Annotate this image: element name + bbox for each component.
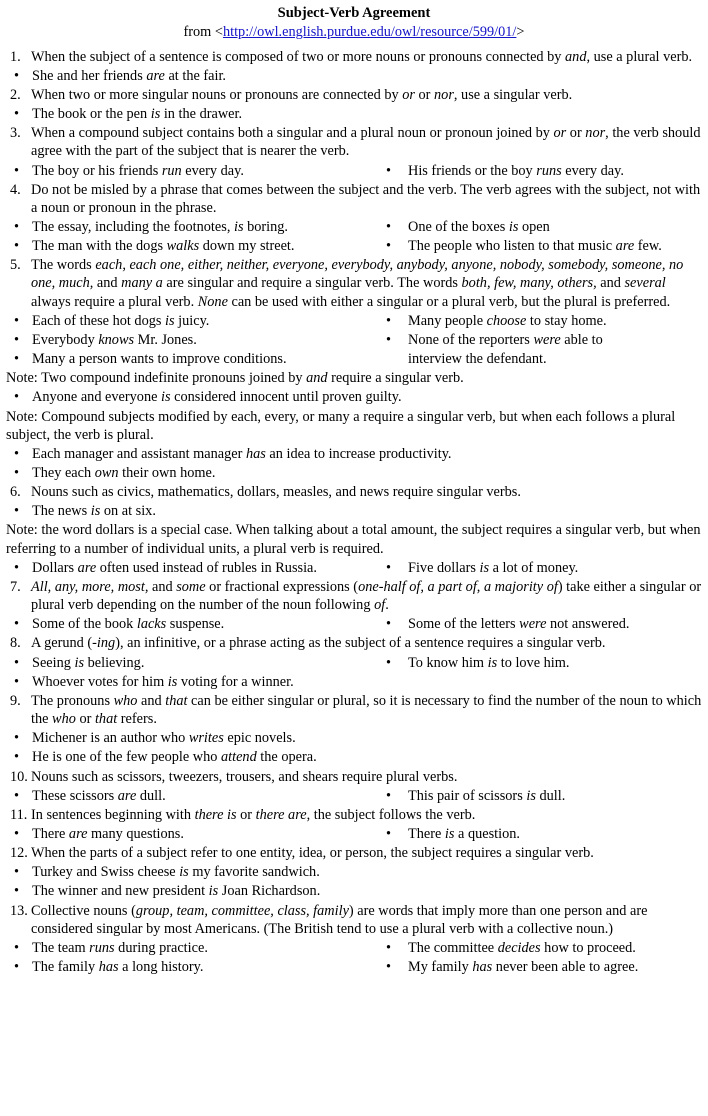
list-item-text: The family has a long history.	[32, 959, 204, 976]
item-number: 2.	[10, 86, 21, 103]
bullet-row	[6, 350, 702, 368]
bullet-row	[6, 162, 702, 180]
bullet-icon: •	[14, 503, 20, 520]
bullet-icon: •	[386, 787, 392, 804]
list-item-text: These scissors are dull.	[32, 787, 166, 804]
bullet-icon: •	[386, 331, 392, 348]
item-number: 11.	[10, 806, 28, 823]
bullet-row	[6, 502, 702, 520]
bullet-group	[6, 654, 702, 691]
list-item	[378, 615, 702, 633]
numbered-item	[6, 806, 702, 824]
list-item-text: The essay, including the footnotes, is boring.	[32, 218, 288, 235]
bullet-icon: •	[386, 959, 392, 976]
list-item-text: The committee decides how to proceed.	[408, 939, 636, 956]
list-item	[6, 654, 378, 672]
bullet-icon: •	[386, 162, 392, 179]
bullet-icon: •	[14, 939, 20, 956]
bullet-group	[6, 312, 702, 368]
bullet-group	[6, 388, 702, 406]
list-item	[6, 729, 702, 747]
bullet-row	[6, 331, 702, 349]
bullet-icon: •	[14, 238, 20, 255]
numbered-item	[6, 124, 702, 160]
bullet-icon: •	[14, 445, 20, 462]
bullet-icon: •	[386, 825, 392, 842]
list-item	[378, 237, 702, 255]
item-text: When the parts of a subject refer to one entity, idea, or person, the subject requires a singular verb.	[31, 845, 594, 862]
list-item	[6, 312, 378, 330]
bullet-row	[6, 939, 702, 957]
item-text: Nouns such as scissors, tweezers, trousers, and shears require plural verbs.	[31, 768, 458, 785]
list-item-text: Five dollars is a lot of money.	[408, 559, 579, 576]
item-number: 8.	[10, 635, 21, 652]
numbered-item	[6, 578, 702, 614]
bullet-icon: •	[14, 389, 20, 406]
bullet-group	[6, 787, 702, 805]
item-text: When the subject of a sentence is composed of two or more nouns or pronouns connected by and, use a plural verb.	[31, 48, 693, 65]
source-line	[6, 23, 702, 41]
list-item	[6, 559, 378, 577]
numbered-item	[6, 483, 702, 501]
bullet-row	[6, 237, 702, 255]
list-item	[6, 162, 378, 180]
bullet-icon: •	[386, 312, 392, 329]
list-item-text: She and her friends are at the fair.	[32, 67, 227, 84]
bullet-row	[6, 787, 702, 805]
bullet-group	[6, 825, 702, 843]
list-item	[378, 162, 702, 180]
list-item	[378, 958, 702, 976]
list-item-text: My family has never been able to agree.	[408, 959, 639, 976]
bullet-row	[6, 388, 702, 406]
numbered-item	[6, 768, 702, 786]
numbered-item	[6, 844, 702, 862]
list-item	[378, 218, 702, 236]
source-link[interactable]: http://owl.english.purdue.edu/owl/resource/599/01/	[222, 24, 517, 41]
bullet-row	[6, 882, 702, 900]
list-item	[6, 331, 378, 349]
bullet-icon: •	[14, 864, 20, 881]
bullet-icon: •	[14, 465, 20, 481]
list-item-text: This pair of scissors is dull.	[408, 787, 566, 804]
list-item-text: The winner and new president is Joan Richardson.	[32, 883, 321, 900]
bullet-row	[6, 654, 702, 672]
list-item-text: Many a person wants to improve conditions.	[32, 351, 287, 368]
item-number: 4.	[10, 181, 21, 198]
bullet-icon: •	[14, 749, 20, 766]
list-item	[378, 559, 702, 577]
item-number: 6.	[10, 484, 21, 501]
bullet-icon: •	[14, 730, 20, 747]
list-item-text: Anyone and everyone is considered innocent until proven guilty.	[32, 389, 402, 406]
list-item-text: Some of the letters were not answered.	[408, 616, 630, 633]
list-item-text: Dollars are often used instead of rubles in Russia.	[32, 559, 317, 576]
item-number: 7.	[10, 578, 21, 595]
list-item-text: They each own their own home.	[32, 465, 216, 481]
bullet-icon: •	[14, 331, 20, 348]
item-number: 9.	[10, 692, 21, 709]
list-item	[6, 388, 702, 406]
numbered-item	[6, 48, 702, 66]
bullet-group	[6, 67, 702, 85]
list-item	[378, 939, 702, 957]
list-item-text: Seeing is believing.	[32, 654, 145, 671]
bullet-icon: •	[14, 616, 20, 633]
bullet-row	[6, 67, 702, 85]
list-item	[6, 67, 702, 85]
bullet-row	[6, 673, 702, 691]
bullet-icon: •	[386, 616, 392, 633]
bullet-icon: •	[14, 67, 20, 84]
list-item	[6, 748, 702, 766]
page-title: Subject-Verb Agreement	[277, 5, 431, 21]
item-text: In sentences beginning with there is or there are, the subject follows the verb.	[31, 806, 476, 823]
bullet-icon: •	[14, 351, 20, 368]
list-item-text: There are many questions.	[32, 825, 184, 842]
list-item	[6, 464, 702, 482]
bullet-icon: •	[14, 312, 20, 329]
list-item-text: Michener is an author who writes epic novels.	[32, 730, 296, 747]
list-item	[6, 237, 378, 255]
bullet-row	[6, 445, 702, 463]
bullet-group	[6, 105, 702, 123]
list-item-text: The people who listen to that music are few.	[408, 238, 662, 255]
bullet-row	[6, 729, 702, 747]
note-paragraph: Note: Two compound indefinite pronouns joined by and require a singular verb.	[6, 370, 464, 387]
bullet-group	[6, 939, 702, 976]
source-prefix: from <	[183, 24, 223, 41]
list-item-text: The boy or his friends run every day.	[32, 162, 244, 179]
numbered-item	[6, 902, 702, 938]
list-item-text: interview the defendant.	[408, 351, 547, 368]
bullet-row	[6, 559, 702, 577]
bullet-icon: •	[386, 654, 392, 671]
item-number: 12.	[10, 845, 28, 862]
bullet-row	[6, 748, 702, 766]
bullet-icon: •	[14, 673, 20, 690]
numbered-item	[6, 692, 702, 728]
list-item-text: The book or the pen is in the drawer.	[32, 106, 243, 123]
bullet-icon: •	[386, 218, 392, 235]
item-text: When a compound subject contains both a singular and a plural noun or pronoun joined by or or nor, the verb should agree with the part of the subject that is nearer the verb.	[31, 125, 701, 160]
item-text: Collective nouns (group, team, committee, class, family) are words that imply more than one person and are considered singular by most Americans. (The British tend to use a plural verb with a collective noun.)	[31, 902, 648, 937]
bullet-icon: •	[14, 825, 20, 842]
bullet-group	[6, 445, 702, 482]
list-item-text: Whoever votes for him is voting for a winner.	[32, 673, 294, 690]
list-item	[6, 825, 378, 843]
numbered-item	[6, 86, 702, 104]
list-item-text: One of the boxes is open	[408, 218, 550, 235]
numbered-item	[6, 634, 702, 652]
item-number: 10.	[10, 768, 28, 785]
list-item-text: To know him is to love him.	[408, 654, 570, 671]
bullet-row	[6, 218, 702, 236]
bullet-row	[6, 958, 702, 976]
item-number: 13.	[10, 902, 28, 919]
numbered-item	[6, 181, 702, 217]
bullet-icon: •	[14, 959, 20, 976]
list-item-text: Many people choose to stay home.	[408, 312, 607, 329]
bullet-group	[6, 162, 702, 180]
item-text: The words each, each one, either, neither, everyone, everybody, anybody, anyone, nobody, somebody, someone, no one, much, and many a are singular and require a singular verb. The words both, few, many, others, and several always require a plural verb. None can be used with either a singular or a plural verb, but the plural is preferred.	[31, 257, 684, 310]
numbered-item	[6, 256, 702, 310]
item-number: 1.	[10, 48, 21, 65]
bullet-icon: •	[14, 162, 20, 179]
list-item	[378, 331, 702, 349]
list-item	[378, 312, 702, 330]
bullet-group	[6, 559, 702, 577]
list-item	[378, 825, 702, 843]
list-item	[6, 218, 378, 236]
list-item	[378, 654, 702, 672]
source-suffix: >	[516, 24, 525, 41]
list-item-text: The team runs during practice.	[32, 939, 208, 956]
list-item-text: There is a question.	[408, 825, 520, 842]
item-text: Nouns such as civics, mathematics, dollars, measles, and news require singular verbs.	[31, 484, 521, 501]
list-item-text: Some of the book lacks suspense.	[32, 616, 225, 633]
item-text: All, any, more, most, and some or fractional expressions (one-half of, a part of, a majority of) take either a singular or plural verb depending on the number of the noun following of.	[31, 578, 702, 614]
bullet-icon: •	[386, 939, 392, 956]
bullet-row	[6, 464, 702, 482]
bullet-group	[6, 615, 702, 633]
bullet-row	[6, 863, 702, 881]
bullet-row	[6, 825, 702, 843]
document-content	[6, 48, 702, 977]
list-item-text: The news is on at six.	[32, 503, 156, 520]
list-item	[6, 673, 702, 691]
bullet-group	[6, 729, 702, 766]
list-item-text: The man with the dogs walks down my street.	[32, 238, 295, 255]
list-item	[6, 502, 702, 520]
list-item	[6, 445, 702, 463]
list-item	[6, 882, 702, 900]
bullet-group	[6, 502, 702, 520]
bullet-row	[6, 615, 702, 633]
bullet-icon: •	[386, 559, 392, 576]
bullet-icon: •	[14, 106, 20, 123]
bullet-group	[6, 218, 702, 255]
list-item-text: His friends or the boy runs every day.	[408, 162, 624, 179]
list-item	[378, 350, 702, 368]
note-paragraph: Note: the word dollars is a special case. When talking about a total amount, the subject requires a singular verb, but when referring to a number of individual units, a plural verb is required.	[6, 522, 701, 557]
item-number: 5.	[10, 257, 21, 274]
item-text: The pronouns who and that can be either singular or plural, so it is necessary to find the number of the noun to which the who or that refers.	[31, 692, 702, 728]
list-item-text: None of the reporters were able to	[408, 331, 603, 348]
list-item	[6, 105, 702, 123]
list-item-text: Turkey and Swiss cheese is my favorite sandwich.	[32, 864, 320, 881]
list-item-text: Each manager and assistant manager has an idea to increase productivity.	[32, 445, 452, 462]
bullet-row	[6, 312, 702, 330]
list-item-text: Each of these hot dogs is juicy.	[32, 312, 210, 329]
item-text: When two or more singular nouns or pronouns are connected by or or nor, use a singular verb.	[31, 86, 573, 103]
list-item	[6, 787, 378, 805]
list-item	[6, 615, 378, 633]
bullet-icon: •	[14, 787, 20, 804]
list-item	[6, 350, 378, 368]
item-text: Do not be misled by a phrase that comes between the subject and the verb. The verb agrees with the subject, not with a noun or pronoun in the phrase.	[31, 181, 701, 216]
item-text: A gerund (-ing), an infinitive, or a phrase acting as the subject of a sentence requires a singular verb.	[31, 635, 606, 652]
note-paragraph: Note: Compound subjects modified by each, every, or many a require a singular verb, but when each follows a plural subject, the verb is plural.	[6, 408, 676, 443]
bullet-row	[6, 105, 702, 123]
list-item	[6, 939, 378, 957]
bullet-group	[6, 863, 702, 900]
bullet-icon: •	[14, 654, 20, 671]
list-item-text: Everybody knows Mr. Jones.	[32, 331, 197, 348]
bullet-icon: •	[14, 883, 20, 900]
bullet-icon: •	[14, 559, 20, 576]
list-item	[378, 787, 702, 805]
bullet-icon: •	[386, 238, 392, 255]
list-item	[6, 863, 702, 881]
list-item	[6, 958, 378, 976]
bullet-icon: •	[14, 218, 20, 235]
item-number: 3.	[10, 125, 21, 142]
list-item-text: He is one of the few people who attend the opera.	[32, 749, 317, 766]
